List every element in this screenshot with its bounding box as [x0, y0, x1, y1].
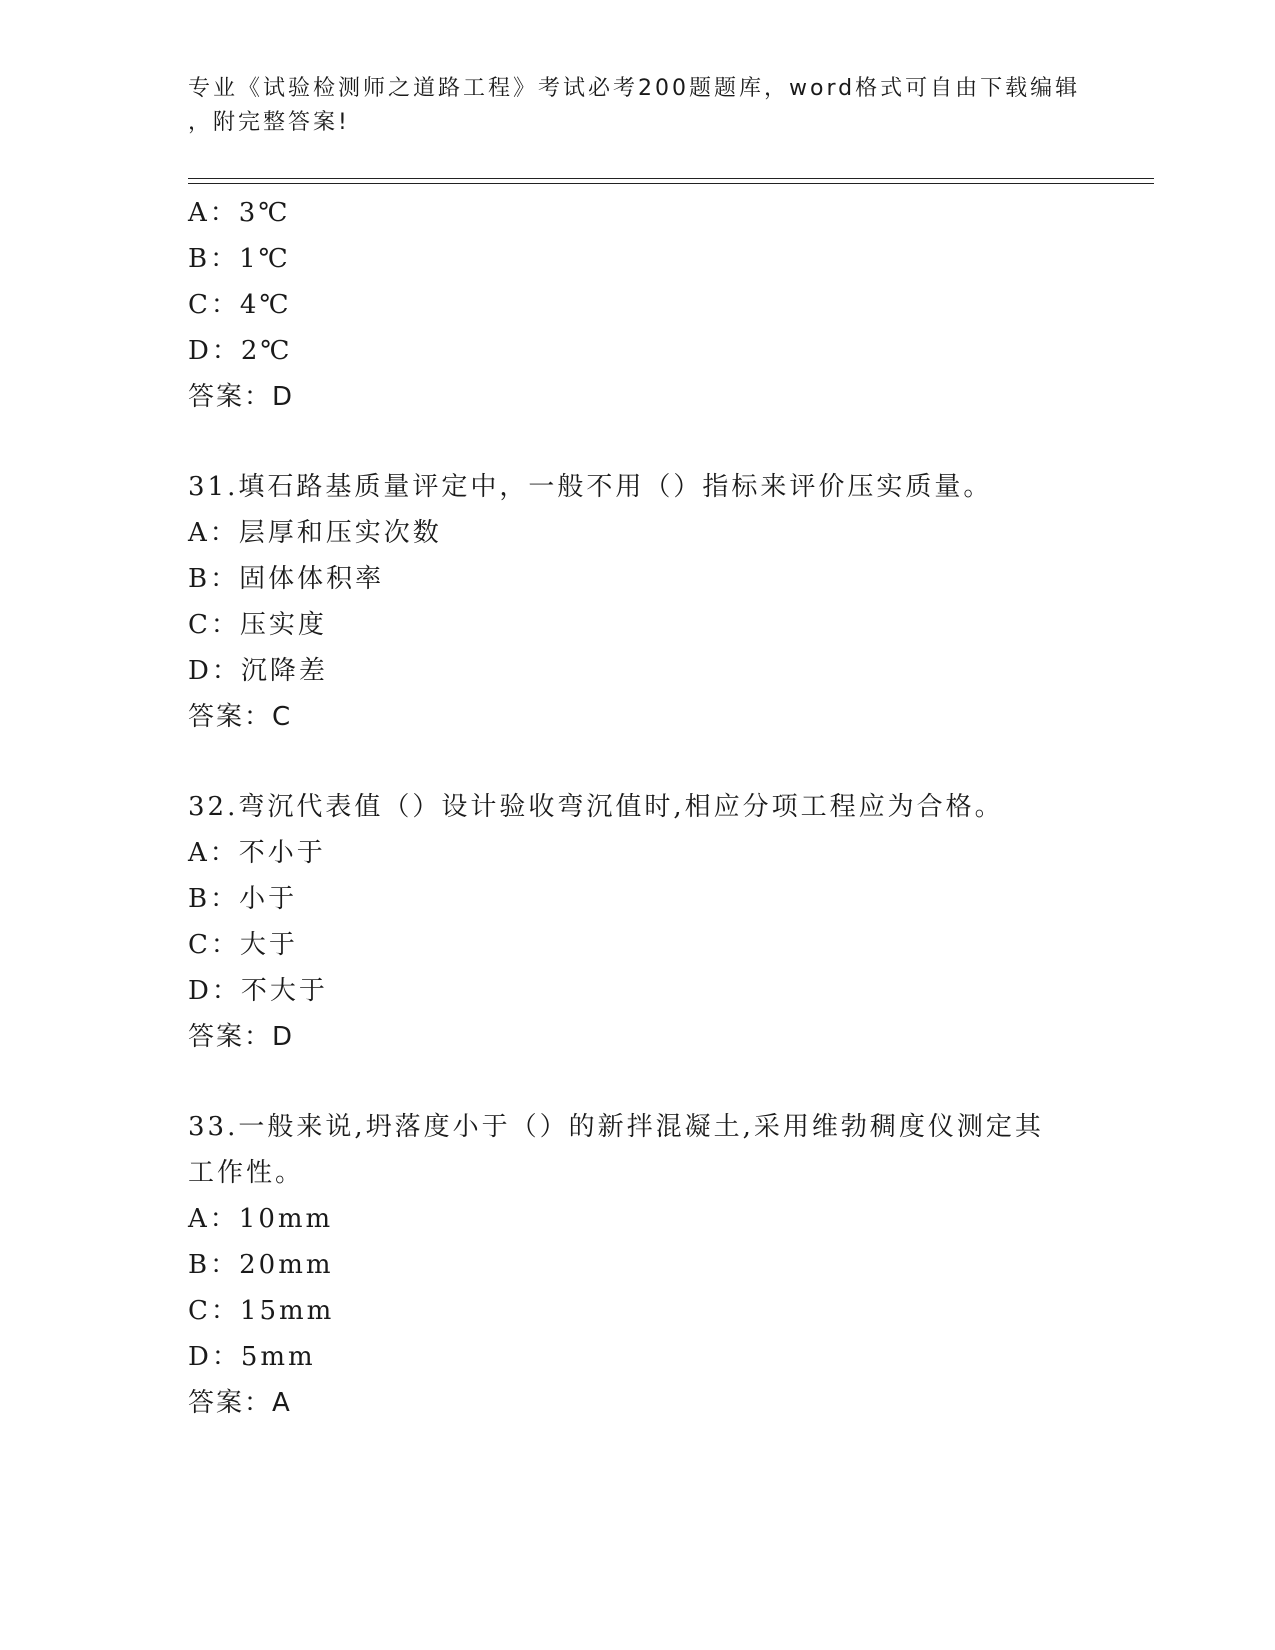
header-divider-bottom: [188, 183, 1154, 184]
option-b: [188, 876, 1088, 922]
option-key: A：: [188, 1204, 239, 1234]
option-d: [188, 1334, 1088, 1380]
option-text: 小于: [239, 884, 298, 914]
header-line-2: ，附完整答案!: [188, 110, 350, 135]
question-block-31: [188, 464, 1088, 740]
option-b: [188, 1242, 1088, 1288]
option-text: 不小于: [238, 838, 326, 868]
option-c: [188, 1288, 1088, 1334]
question-list: [188, 190, 1088, 1426]
option-key: A：: [188, 198, 239, 228]
option-key: B：: [188, 244, 240, 274]
answer-line: 答案：C: [188, 702, 293, 732]
option-text: 沉降差: [240, 656, 328, 686]
question-spacer: [188, 1060, 1088, 1104]
question-block-32: [188, 784, 1088, 1060]
header-line-1: 专业《试验检测师之道路工程》考试必考200题题库，word格式可自由下载编辑: [188, 76, 1081, 101]
option-d: [188, 328, 1088, 374]
question-block-33: [188, 1104, 1088, 1426]
option-key: D：: [188, 336, 241, 366]
header-divider-top: [188, 178, 1154, 179]
option-b: [188, 236, 1088, 282]
option-text: 10mm: [238, 1204, 334, 1234]
option-a: [188, 1196, 1088, 1242]
option-text: 20mm: [239, 1250, 334, 1280]
document-header: [188, 72, 1088, 140]
option-key: C：: [188, 290, 240, 320]
option-key: B：: [188, 564, 240, 594]
answer-line: 答案：A: [188, 1388, 292, 1418]
option-text: 15mm: [239, 1296, 335, 1326]
option-b: [188, 556, 1088, 602]
option-key: B：: [188, 884, 240, 914]
option-text: 压实度: [239, 610, 327, 640]
answer-line: 答案：D: [188, 1022, 295, 1052]
question-stem: 33.一般来说,坍落度小于（）的新拌混凝土,采用维勃稠度仪测定其工作性。: [188, 1112, 1044, 1188]
option-text: 层厚和压实次数: [238, 518, 442, 548]
option-text: 不大于: [240, 976, 328, 1006]
option-key: D：: [188, 976, 241, 1006]
option-d: [188, 968, 1088, 1014]
option-key: C：: [188, 1296, 240, 1326]
question-stem: 32.弯沉代表值（）设计验收弯沉值时,相应分项工程应为合格。: [188, 792, 1004, 822]
option-key: A：: [188, 838, 239, 868]
option-d: [188, 648, 1088, 694]
option-text: 固体体积率: [239, 564, 385, 594]
option-key: D：: [188, 1342, 241, 1372]
option-key: C：: [188, 610, 240, 640]
option-a: [188, 510, 1088, 556]
option-text: 5mm: [240, 1342, 316, 1372]
option-text: 1℃: [239, 244, 291, 274]
answer-line: 答案：D: [188, 382, 295, 412]
question-spacer: [188, 420, 1088, 464]
option-a: [188, 830, 1088, 876]
option-text: 3℃: [238, 198, 291, 228]
option-key: B：: [188, 1250, 240, 1280]
option-key: C：: [188, 930, 240, 960]
option-c: [188, 282, 1088, 328]
question-stem: 31.填石路基质量评定中，一般不用（）指标来评价压实质量。: [188, 472, 993, 502]
option-text: 2℃: [240, 336, 293, 366]
option-text: 4℃: [239, 290, 292, 320]
option-key: A：: [188, 518, 239, 548]
option-text: 大于: [239, 930, 298, 960]
question-spacer: [188, 740, 1088, 784]
question-block-prev: [188, 190, 1088, 420]
option-key: D：: [188, 656, 241, 686]
option-c: [188, 922, 1088, 968]
option-a: [188, 190, 1088, 236]
option-c: [188, 602, 1088, 648]
